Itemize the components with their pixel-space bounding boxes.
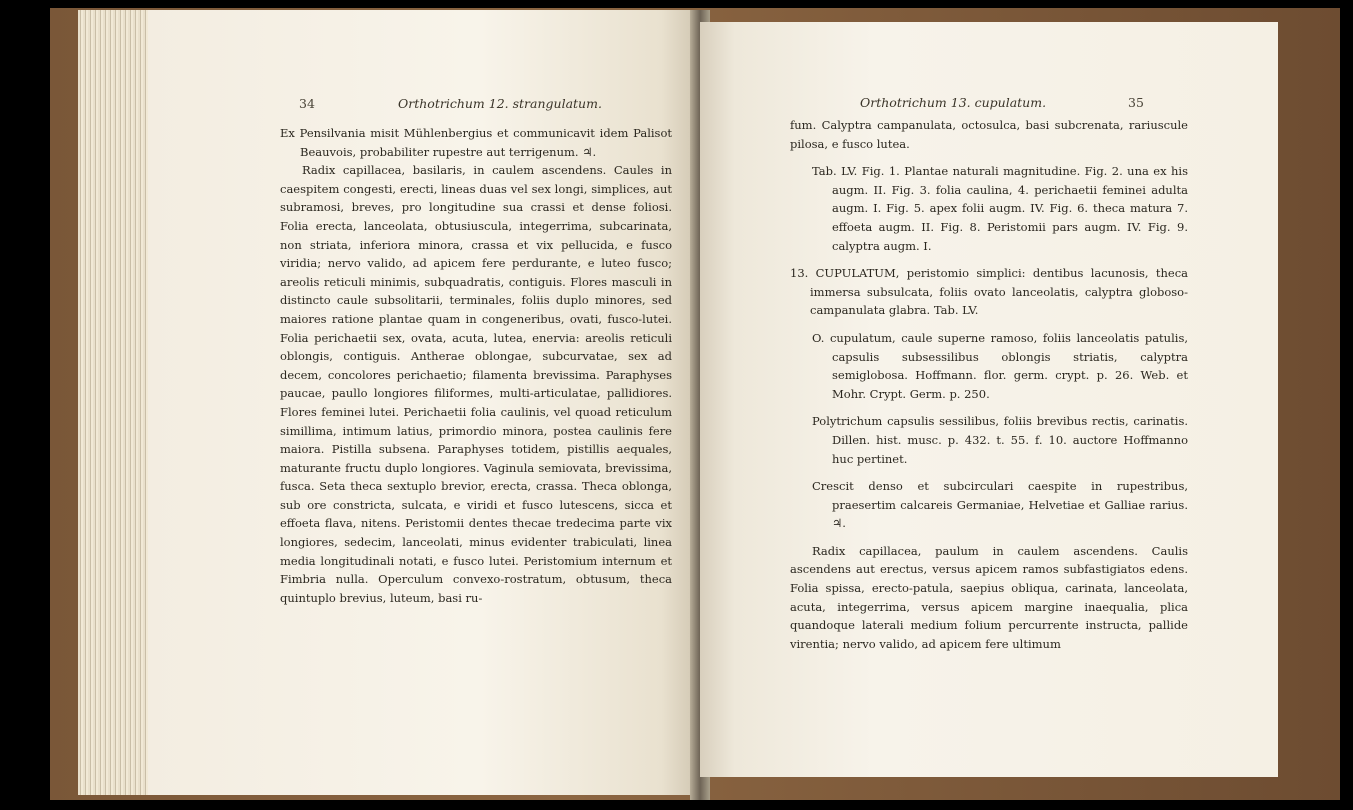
habitat: Crescit denso et subcirculari caespite in rupestribus, praesertim calcareis Germaniae, Helvetiae et Galliae rarius. ♃. (812, 479, 1188, 531)
synonym-dillenius: Polytrichum capsulis sessilibus, foliis brevibus rectis, carinatis. Dillen. hist. musc. p. 432. t. 55. f. 10. auctore Hoffmanno huc pertinet. (812, 414, 1188, 466)
right-page-number: 35 (1128, 95, 1144, 110)
left-page-number: 34 (299, 96, 315, 111)
description: Radix capillacea, paulum in caulem ascendens. Caulis ascendens aut erectus, versus apicem ramos subfastigiatos edens. Folia spissa, erecto-patula, saepius obliqua, carinata, lanceolata, acuta, integerrima, versus apicem margine inaequalia, plica quandoque laterali medium folium percurrente instructa, pallide virentia; nervo valido, ad apicem fere ultimum (790, 543, 1188, 651)
species-diagnosis: 13. CUPULATUM, peristomio simplici: dentibus lacunosis, theca immersa subsulcata, foliis ovato lanceolatis, calyptra globoso-campanulata glabra. Tab. LV. (790, 266, 1188, 318)
left-running-head: Orthotrichum 12. strangulatum. (398, 96, 602, 111)
plate-explanation: Tab. LV. Fig. 1. Plantae naturali magnitudine. Fig. 2. una ex his augm. II. Fig. 3. folia caulina, 4. perichaetii feminei adulta augm. I. Fig. 5. apex folii augm. IV. Fig. 6. theca matura 7. effoeta augm. II. Fig. 8. Peristomii pars augm. IV. Fig. 9. calyptra augm. I. (812, 164, 1188, 253)
right-running-head: Orthotrichum 13. cupulatum. (860, 95, 1047, 110)
right-page (700, 22, 1278, 777)
left-paragraph-2: Radix capillacea, basilaris, in caulem ascendens. Caules in caespitem congesti, erecti, lineas duas vel sex longi, simplices, aut subramosi, breves, pro longitudine sua crassi et dense foliosi. Folia erecta, lanceolata, obtusiuscula, integerrima, subcarinata, non striata, inferiora minora, crassa et vix pellucida, e fusco viridia; nervo valido, ad apicem fere perdurante, e luteo fusco; areolis reticuli minimis, subquadratis, contiguis. Flores masculi in distincto caule subsolitarii, terminales, foliis duplo minores, sed maiores ratione plantae quam in congeneribus, ovati, fusco-lutei. Folia perichaetii sex, ovata, acuta, lutea, enervia: areolis reticuli oblongis, contiguis. Antherae oblongae, subcurvatae, sex ad decem, concolores perichaetio; filamenta brevissima. Paraphyses paucae, paullo longiores filiformes, multi-articulatae, pallidiores. Flores feminei lutei. Perichaetii folia caulinis, vel quoad reticulum simillima, intimum latius, primordio minora, postea caulinis fere maiora. Pistilla subsena. Paraphyses totidem, pistillis aequales, maturante fructu duplo longiores. Vaginula semiovata, brevissima, fusca. Seta theca sextuplo brevior, erecta, crassa. Theca oblonga, sub ore constricta, sulcata, e viridi et fusco lutescens, sicca et effoeta flava, nitens. Peristomii dentes thecae tredecima parte vix longiores, sedecim, lanceolati, minus evidenter trabiculati, linea media longitudinali notati, e fusco lutei. Peristomium internum et Fimbria nulla. Operculum convexo-rostratum, obtusum, theca quintuplo brevius, luteum, basi ru- (280, 163, 672, 605)
page-edges (78, 10, 150, 795)
right-paragraph-1: fum. Calyptra campanulata, octosulca, basi subcrenata, rariuscule pilosa, e fusco lutea. (790, 118, 1188, 151)
left-body (280, 124, 672, 607)
right-body (790, 116, 1188, 653)
left-page (148, 10, 700, 795)
left-paragraph-1: Ex Pensilvania misit Mühlenbergius et communicavit idem Palisot Beauvois, probabiliter rupestre aut terrigenum. ♃. (280, 126, 672, 159)
synonym-hoffmann: O. cupulatum, caule superne ramoso, foliis lanceolatis patulis, capsulis subsessilibus oblongis striatis, calyptra semiglobosa. Hoffmann. flor. germ. crypt. p. 26. Web. et Mohr. Crypt. Germ. p. 250. (812, 330, 1188, 401)
